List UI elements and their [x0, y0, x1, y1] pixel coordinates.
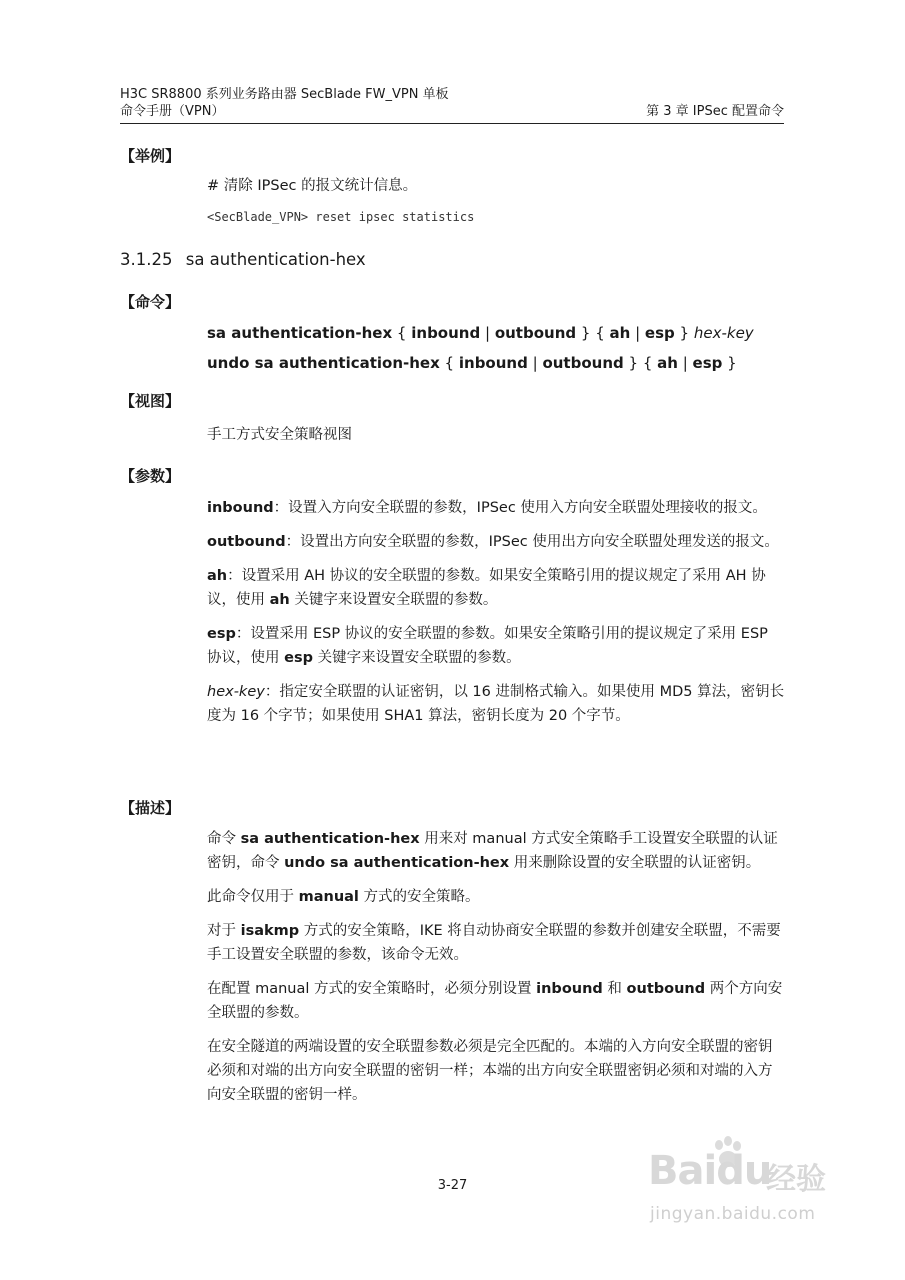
params-heading: 【参数】: [120, 467, 181, 485]
watermark-url: jingyan.baidu.com: [650, 1204, 816, 1224]
watermark-cn: 经验: [766, 1162, 826, 1197]
keyword: outbound: [542, 354, 624, 372]
description-paragraph: [207, 919, 785, 967]
param-keyword: ah: [269, 592, 290, 608]
syntax-punct: |: [527, 354, 543, 372]
text-run: 用来对 manual 方式安全策略手工设置安全联盟的认证密钥，命令: [207, 831, 778, 871]
param-term: hex-key: [207, 684, 265, 700]
keyword: inbound: [536, 981, 603, 997]
page-number: 3-27: [437, 1178, 468, 1193]
header-manual-name: 命令手册（VPN）: [120, 104, 225, 119]
text-run: 在配置 manual 方式的安全策略时，必须分别设置: [207, 981, 537, 997]
param-item: [207, 622, 785, 670]
keyword: outbound: [626, 981, 706, 997]
description-heading: 【描述】: [120, 799, 181, 817]
section-number: 3.1.25: [120, 250, 173, 269]
description-paragraph: 在安全隧道的两端设置的安全联盟参数必须是完全匹配的。本端的入方向安全联盟的密钥必须和对端的出方向安全联盟的密钥一样；本端的出方向安全联盟密钥必须和对端的入方向安全联盟的密钥一样。: [207, 1039, 773, 1103]
view-heading: 【视图】: [120, 392, 181, 410]
keyword: sa authentication-hex: [240, 831, 420, 847]
command-syntax-line: [207, 321, 785, 345]
param-term: esp: [207, 626, 236, 642]
text-run: 方式的安全策略，IKE 将自动协商安全联盟的参数并创建安全联盟，不需要手工设置安全联盟的参数，该命令无效。: [207, 923, 781, 963]
keyword: inbound: [411, 324, 481, 342]
example-comment: # 清除 IPSec 的报文统计信息。: [207, 178, 418, 194]
text-run: 命令: [207, 831, 241, 847]
header-title: H3C SR8800 系列业务路由器 SecBlade FW_VPN 单板: [120, 87, 449, 102]
view-text: 手工方式安全策略视图: [207, 427, 352, 443]
param-desc: 关键字来设置安全联盟的参数。: [312, 650, 521, 666]
syntax-punct: {: [392, 324, 412, 342]
header-divider: [120, 123, 784, 124]
text-run: 两个方向安全联盟的参数。: [207, 981, 783, 1021]
param-item: [207, 530, 785, 554]
param-term: ah: [207, 568, 228, 584]
keyword: esp: [644, 324, 675, 342]
param-desc: ：设置采用 AH 协议的安全联盟的参数。如果安全策略引用的提议规定了采用 AH 协议，使用: [207, 568, 766, 608]
text-run: 和: [602, 981, 627, 997]
keyword: outbound: [494, 324, 577, 342]
syntax-punct: } {: [623, 354, 658, 372]
watermark-brand: Baidu: [648, 1148, 772, 1194]
example-code: <SecBlade_VPN> reset ipsec statistics: [207, 210, 475, 224]
description-paragraph: [207, 885, 785, 909]
keyword: undo sa authentication-hex: [284, 855, 510, 871]
param-term: outbound: [207, 534, 286, 550]
param-keyword: esp: [284, 650, 313, 666]
description-body: [207, 827, 785, 1107]
param-desc: ：设置出方向安全联盟的参数，IPSec 使用出方向安全联盟处理发送的报文。: [285, 534, 779, 550]
syntax-punct: } {: [576, 324, 610, 342]
keyword: manual: [298, 889, 359, 905]
keyword: ah: [657, 354, 678, 372]
text-run: 用来删除设置的安全联盟的认证密钥。: [509, 855, 761, 871]
param-item: [207, 564, 785, 612]
baidu-jingyan-watermark: [648, 1140, 858, 1240]
syntax-punct: }: [722, 354, 737, 372]
param-desc: ：指定安全联盟的认证密钥，以 16 进制格式输入。如果使用 MD5 算法，密钥长度为 16 个字节；如果使用 SHA1 算法，密钥长度为 20 个字节。: [207, 684, 785, 724]
param-item: [207, 496, 785, 520]
keyword: undo sa authentication-hex: [207, 354, 440, 372]
keyword: sa authentication-hex: [207, 324, 393, 342]
undo-syntax-line: [207, 351, 785, 375]
text-run: 此命令仅用于: [207, 889, 299, 905]
description-paragraph: [207, 827, 785, 875]
param-desc: 关键字来设置安全联盟的参数。: [289, 592, 498, 608]
params-list: [207, 496, 785, 728]
syntax-punct: |: [480, 324, 495, 342]
argument: hex-key: [693, 324, 754, 342]
syntax-punct: }: [674, 324, 694, 342]
command-heading: 【命令】: [120, 293, 181, 311]
param-desc: ：设置入方向安全联盟的参数，IPSec 使用入方向安全联盟处理接收的报文。: [273, 500, 767, 516]
header-chapter: 第 3 章 IPSec 配置命令: [646, 104, 784, 119]
param-item: [207, 680, 785, 728]
param-term: inbound: [207, 500, 274, 516]
keyword: inbound: [458, 354, 528, 372]
syntax-punct: {: [439, 354, 459, 372]
text-run: 方式的安全策略。: [358, 889, 480, 905]
text-run: 对于: [207, 923, 241, 939]
description-paragraph: [207, 977, 785, 1025]
syntax-punct: |: [630, 324, 645, 342]
section-title: [120, 250, 366, 269]
keyword: isakmp: [240, 923, 300, 939]
section-name: sa authentication-hex: [185, 250, 366, 269]
keyword: ah: [609, 324, 631, 342]
syntax-punct: |: [677, 354, 693, 372]
keyword: esp: [692, 354, 723, 372]
command-syntax: [207, 321, 785, 375]
page-header: [120, 86, 784, 120]
param-desc: ：设置采用 ESP 协议的安全联盟的参数。如果安全策略引用的提议规定了采用 ESP 协议，使用: [207, 626, 768, 666]
example-heading: 【举例】: [120, 147, 181, 165]
